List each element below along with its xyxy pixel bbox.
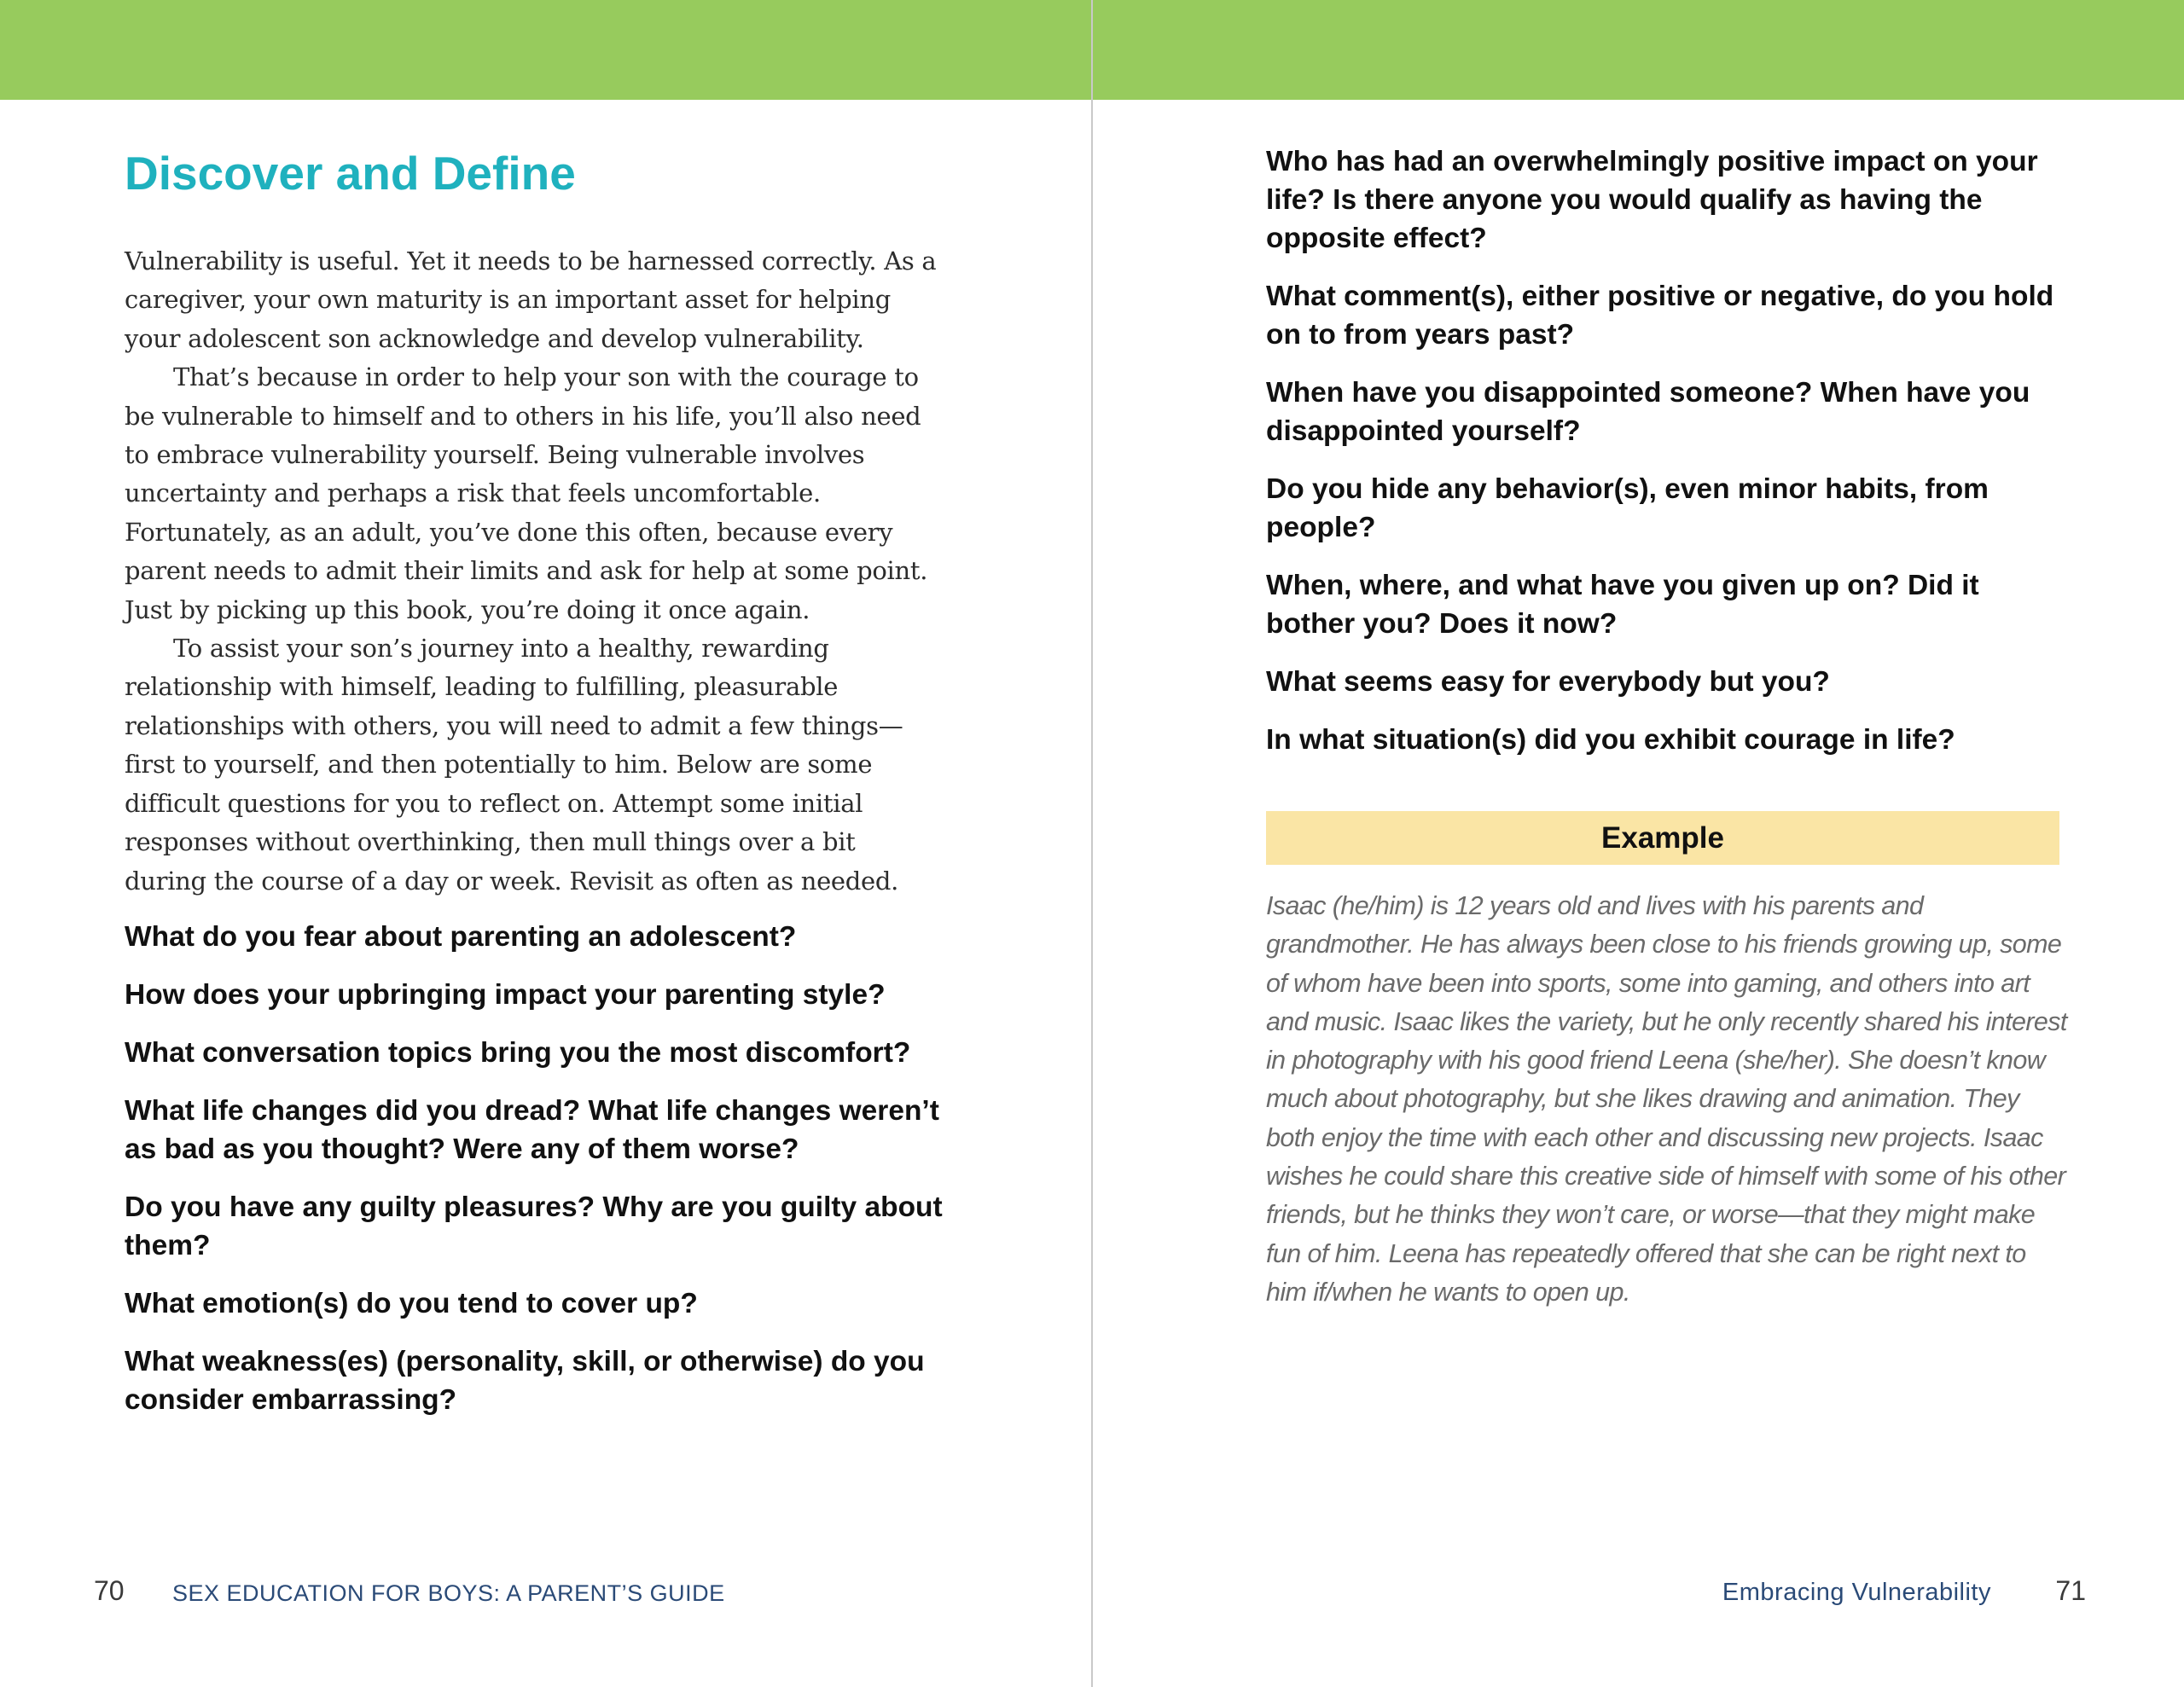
running-title: SEX EDUCATION FOR BOYS: A PARENT’S GUIDE [172, 1580, 725, 1606]
right-content [1266, 142, 2068, 1312]
question: What life changes did you dread? What life changes weren’t as bad as you thought? Were any of them worse? [125, 1094, 939, 1165]
page-number: 70 [94, 1575, 125, 1606]
question: Do you hide any behavior(s), even minor habits, from people? [1266, 473, 1989, 543]
question: What conversation topics bring you the most discomfort? [125, 1036, 911, 1069]
example-text: Isaac (he/him) is 12 years old and lives with his parents and grandmother. He has always been close to his friends growing up, some of whom have been into sports, some into gaming, and others into art and music. Isaac likes the variety, but he only recently shared his interest in photography with his good friend Leena (she/her). She doesn’t know much about photography, but she likes drawing and animation. They both enjoy the time with each other and discussing new projects. Isaac wishes he could share this creative side of himself with some of his other friends, but he thinks they won’t care, or worse—that they might make fun of him. Leena has repeatedly offered that she can be right next to him if/when he wants to open up. [1266, 891, 2067, 1307]
body-paragraph: That’s because in order to help your son with the courage to be vulnerable to himself and to others in his life, you’ll also need to embrace vulnerability yourself. Being vulnerable involves uncertainty and perhaps a risk that feels uncomfortable. Fortunately, as an adult, you’ve done this often, because every parent needs to admit their limits and ask for help at some point. Just by picking up this book, you’re doing it once again. [125, 362, 928, 624]
question-list [1266, 142, 2068, 759]
question: What seems easy for everybody but you? [1266, 666, 1830, 698]
left-page [0, 0, 1091, 1687]
question: When, where, and what have you given up on? Did it bother you? Does it now? [1266, 570, 1979, 640]
question: When have you disappointed someone? When have you disappointed yourself? [1266, 377, 2030, 447]
question: What comment(s), either positive or negative, do you hold on to from years past? [1266, 281, 2054, 351]
page-number: 71 [2055, 1575, 2086, 1606]
question-list [125, 918, 944, 1419]
header-band [1093, 0, 2184, 100]
header-band [0, 0, 1091, 100]
question: How does your upbringing impact your parenting style? [125, 978, 886, 1011]
body-paragraph: To assist your son’s journey into a healthy, rewarding relationship with himself, leading to fulfilling, pleasurable relationships with others, you will need to admit a few things—first to yourself, and then potentially to him. Below are some difficult questions for you to reflect on. Attempt some initial responses without overthinking, then mull things over a bit during the course of a day or week. Revisit as often as needed. [125, 634, 903, 896]
left-content [125, 145, 944, 1439]
right-page [1093, 0, 2184, 1687]
running-title: Embracing Vulnerability [1722, 1579, 1991, 1606]
question: In what situation(s) did you exhibit courage in life? [1266, 724, 1955, 756]
section-title: Discover and Define [125, 147, 576, 200]
question: What emotion(s) do you tend to cover up? [125, 1287, 698, 1319]
question: Who has had an overwhelmingly positive impact on your life? Is there anyone you would qualify as having the opposite effect? [1266, 146, 2038, 254]
question: Do you have any guilty pleasures? Why are you guilty about them? [125, 1191, 943, 1261]
example-heading: Example [1266, 811, 2059, 865]
question: What do you fear about parenting an adolescent? [125, 920, 797, 953]
body-paragraph: Vulnerability is useful. Yet it needs to be harnessed correctly. As a caregiver, your own maturity is an important asset for helping your adolescent son acknowledge and develop vulnerability. [125, 246, 937, 353]
question: What weakness(es) (personality, skill, or otherwise) do you consider embarrassing? [125, 1345, 925, 1416]
